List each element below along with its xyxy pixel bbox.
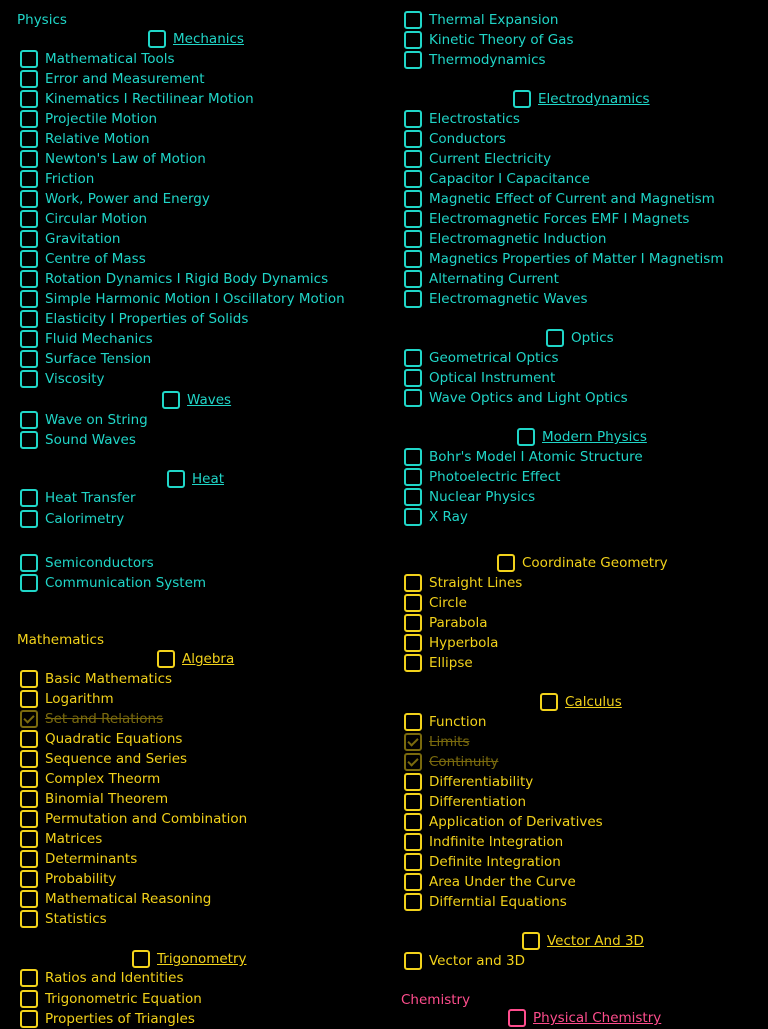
topic-label[interactable]: Trigonometry [157, 951, 247, 967]
topic-label: Gravitation [45, 231, 121, 247]
checkbox-icon[interactable] [404, 210, 422, 228]
checkbox-icon[interactable] [20, 990, 38, 1008]
checkbox-icon[interactable] [404, 150, 422, 168]
topic-label: X Ray [429, 509, 468, 525]
topic-label: Limits [429, 734, 470, 750]
topic-label: Complex Theorm [45, 771, 161, 787]
checkbox-icon[interactable] [20, 150, 38, 168]
topic-label: Calorimetry [45, 511, 125, 527]
topic-label: Kinematics I Rectilinear Motion [45, 91, 254, 107]
checkbox-icon[interactable] [404, 893, 422, 911]
topic-label: Projectile Motion [45, 111, 158, 127]
checkbox-icon[interactable] [404, 813, 422, 831]
topic-label: Wave on String [45, 412, 148, 428]
checkbox-icon[interactable] [404, 290, 422, 308]
topic-label: Differntial Equations [429, 894, 567, 910]
topic-label: Simple Harmonic Motion I Oscillatory Motion [45, 291, 345, 307]
topic-label: Optical Instrument [429, 370, 556, 386]
checkbox-icon[interactable] [20, 350, 38, 368]
topic-label: Capacitor I Capacitance [429, 171, 590, 187]
checkbox-icon[interactable] [404, 190, 422, 208]
topic-label: Work, Power and Energy [45, 191, 210, 207]
checkbox-icon[interactable] [546, 329, 564, 347]
checkbox-icon[interactable] [404, 110, 422, 128]
topic-label: Probability [45, 871, 117, 887]
topic-label: Circular Motion [45, 211, 148, 227]
checkbox-icon[interactable] [404, 773, 422, 791]
checkbox-icon[interactable] [20, 890, 38, 908]
checkbox-icon[interactable] [404, 713, 422, 731]
checkbox-icon[interactable] [404, 130, 422, 148]
checkbox-icon[interactable] [20, 230, 38, 248]
checkbox-icon[interactable] [404, 250, 422, 268]
checkbox-icon[interactable] [20, 250, 38, 268]
checkbox-icon[interactable] [20, 330, 38, 348]
topic-label: Permutation and Combination [45, 811, 248, 827]
topic-label: Relative Motion [45, 131, 150, 147]
checkbox-icon[interactable] [20, 190, 38, 208]
topic-label: Ellipse [429, 655, 473, 671]
topic-label: Set and Relations [45, 711, 164, 727]
checkbox-icon[interactable] [20, 870, 38, 888]
checkbox-icon[interactable] [404, 594, 422, 612]
checkbox-icon[interactable] [404, 654, 422, 672]
topic-label: Area Under the Curve [429, 874, 576, 890]
checkbox-icon[interactable] [20, 790, 38, 808]
checkbox-icon[interactable] [513, 90, 531, 108]
topic-label: Properties of Triangles [45, 1011, 195, 1027]
topic-label: Vector and 3D [429, 953, 525, 969]
topic-label: Hyperbola [429, 635, 499, 651]
topic-label: Electromagnetic Induction [429, 231, 607, 247]
topic-label: Electromagnetic Forces EMF I Magnets [429, 211, 690, 227]
topic-label: Bohr's Model I Atomic Structure [429, 449, 643, 465]
checkbox-icon[interactable] [20, 370, 38, 388]
topic-label: Surface Tension [45, 351, 152, 367]
checkbox-icon[interactable] [404, 853, 422, 871]
topic-label: Optics [571, 330, 614, 346]
checkbox-icon[interactable] [20, 830, 38, 848]
checkbox-icon[interactable] [20, 170, 38, 188]
checkbox-icon[interactable] [20, 690, 38, 708]
topic-label[interactable]: Algebra [182, 651, 235, 667]
topic-label: Sound Waves [45, 432, 136, 448]
topic-label: Electrostatics [429, 111, 520, 127]
topic-label[interactable]: Physical Chemistry [533, 1010, 662, 1026]
topic-label: Magnetics Properties of Matter I Magnetism [429, 251, 724, 267]
checkbox-icon[interactable] [20, 574, 38, 592]
topic-label: Circle [429, 595, 467, 611]
checkbox-icon[interactable] [162, 391, 180, 409]
checkbox-icon[interactable] [517, 428, 535, 446]
topic-label: Determinants [45, 851, 138, 867]
checkbox-icon[interactable] [20, 750, 38, 768]
checked-checkbox-icon[interactable] [404, 733, 422, 751]
checkbox-icon[interactable] [404, 349, 422, 367]
checkbox-icon[interactable] [20, 810, 38, 828]
section-title-physics: Physics [17, 12, 67, 28]
topic-label[interactable]: Mechanics [173, 31, 244, 47]
topic-label: Mathematical Tools [45, 51, 175, 67]
topic-label: Matrices [45, 831, 103, 847]
checkbox-icon[interactable] [404, 11, 422, 29]
topic-label: Function [429, 714, 487, 730]
topic-label: Ratios and Identities [45, 970, 184, 986]
checkbox-icon[interactable] [20, 431, 38, 449]
checkbox-icon[interactable] [20, 969, 38, 987]
checkbox-icon[interactable] [20, 510, 38, 528]
topic-label[interactable]: Vector And 3D [547, 933, 644, 949]
checkbox-icon[interactable] [404, 170, 422, 188]
topic-label: Communication System [45, 575, 207, 591]
checkbox-icon[interactable] [148, 30, 166, 48]
checkbox-icon[interactable] [20, 670, 38, 688]
checkbox-icon[interactable] [20, 730, 38, 748]
topic-label: Current Electricity [429, 151, 552, 167]
checkbox-icon[interactable] [508, 1009, 526, 1027]
checkbox-icon[interactable] [404, 508, 422, 526]
checkbox-icon[interactable] [404, 230, 422, 248]
topic-label: Differentiation [429, 794, 527, 810]
topic-label[interactable]: Modern Physics [542, 429, 647, 445]
checkbox-icon[interactable] [404, 488, 422, 506]
checkbox-icon[interactable] [20, 290, 38, 308]
section-title-chemistry: Chemistry [401, 992, 471, 1008]
topic-label: Coordinate Geometry [522, 555, 668, 571]
topic-label: Photoelectric Effect [429, 469, 561, 485]
checkbox-icon[interactable] [20, 310, 38, 328]
checkbox-icon[interactable] [404, 833, 422, 851]
topic-label: Basic Mathematics [45, 671, 173, 687]
checkbox-icon[interactable] [157, 650, 175, 668]
checkbox-icon[interactable] [20, 850, 38, 868]
checkbox-icon[interactable] [404, 270, 422, 288]
topic-label: Fluid Mechanics [45, 331, 153, 347]
checked-checkbox-icon[interactable] [20, 710, 38, 728]
topic-label: Geometrical Optics [429, 350, 559, 366]
checkbox-icon[interactable] [404, 31, 422, 49]
topic-label: Thermodynamics [429, 52, 546, 68]
checkbox-icon[interactable] [20, 50, 38, 68]
topic-label: Quadratic Equations [45, 731, 183, 747]
topic-label: Mathematical Reasoning [45, 891, 212, 907]
topic-label: Viscosity [45, 371, 105, 387]
checkbox-icon[interactable] [20, 270, 38, 288]
checkbox-icon[interactable] [522, 932, 540, 950]
checkbox-icon[interactable] [167, 470, 185, 488]
topic-label: Thermal Expansion [429, 12, 559, 28]
topic-label: Straight Lines [429, 575, 523, 591]
topic-label: Friction [45, 171, 95, 187]
topic-label: Statistics [45, 911, 107, 927]
topic-label: Binomial Theorem [45, 791, 169, 807]
topic-label: Alternating Current [429, 271, 559, 287]
topic-label: Heat Transfer [45, 490, 136, 506]
topic-label[interactable]: Heat [192, 471, 225, 487]
topic-label: Elasticity I Properties of Solids [45, 311, 249, 327]
checkbox-icon[interactable] [20, 130, 38, 148]
checkbox-icon[interactable] [20, 554, 38, 572]
topic-label[interactable]: Calculus [565, 694, 622, 710]
checkbox-icon[interactable] [404, 448, 422, 466]
checkbox-icon[interactable] [20, 910, 38, 928]
topic-label: Electromagnetic Waves [429, 291, 588, 307]
checkbox-icon[interactable] [404, 468, 422, 486]
topic-label: Differentiability [429, 774, 534, 790]
topic-label: Application of Derivatives [429, 814, 603, 830]
checkbox-icon[interactable] [20, 411, 38, 429]
checkbox-icon[interactable] [404, 51, 422, 69]
checkbox-icon[interactable] [20, 70, 38, 88]
checkbox-icon[interactable] [20, 90, 38, 108]
checkbox-icon[interactable] [20, 770, 38, 788]
checkbox-icon[interactable] [404, 614, 422, 632]
topic-label: Wave Optics and Light Optics [429, 390, 628, 406]
topic-label: Rotation Dynamics I Rigid Body Dynamics [45, 271, 329, 287]
checkbox-icon[interactable] [404, 873, 422, 891]
checkbox-icon[interactable] [404, 574, 422, 592]
checkbox-icon[interactable] [20, 110, 38, 128]
checkbox-icon[interactable] [20, 489, 38, 507]
topic-label: Newton's Law of Motion [45, 151, 206, 167]
checkbox-icon[interactable] [132, 950, 150, 968]
topic-label: Centre of Mass [45, 251, 146, 267]
topic-label: Error and Measurement [45, 71, 205, 87]
checkbox-icon[interactable] [404, 952, 422, 970]
checkbox-icon[interactable] [404, 634, 422, 652]
topic-label: Sequence and Series [45, 751, 188, 767]
topic-label: Indfinite Integration [429, 834, 564, 850]
topic-label: Logarithm [45, 691, 114, 707]
checked-checkbox-icon[interactable] [404, 753, 422, 771]
topic-label: Continuity [429, 754, 499, 770]
checkbox-icon[interactable] [497, 554, 515, 572]
topic-label: Parabola [429, 615, 488, 631]
topic-label: Definite Integration [429, 854, 561, 870]
topic-label: Trigonometric Equation [45, 991, 202, 1007]
topic-label: Semiconductors [45, 555, 154, 571]
topic-label: Nuclear Physics [429, 489, 536, 505]
section-title-mathematics: Mathematics [17, 632, 104, 648]
checkbox-icon[interactable] [404, 389, 422, 407]
topic-label: Conductors [429, 131, 506, 147]
checkbox-icon[interactable] [20, 1010, 38, 1028]
checkbox-icon[interactable] [404, 369, 422, 387]
checkbox-icon[interactable] [20, 210, 38, 228]
topic-label: Kinetic Theory of Gas [429, 32, 574, 48]
checkbox-icon[interactable] [404, 793, 422, 811]
topic-label[interactable]: Electrodynamics [538, 91, 650, 107]
topic-label: Magnetic Effect of Current and Magnetism [429, 191, 715, 207]
checkbox-icon[interactable] [540, 693, 558, 711]
topic-label[interactable]: Waves [187, 392, 232, 408]
